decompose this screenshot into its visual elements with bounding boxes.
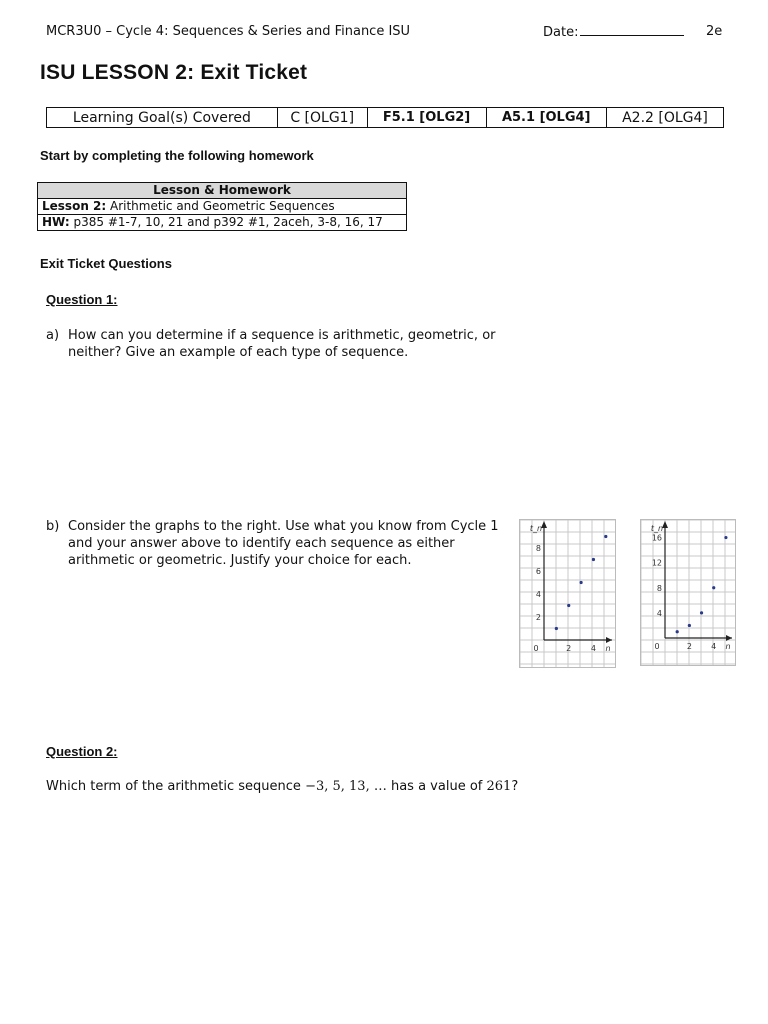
question-1a-text: How can you determine if a sequence is arithmetic, geometric, or neither? Give an example of each type of sequence. [68, 328, 496, 360]
hw-row [38, 215, 407, 231]
x-tick-label: 0 [654, 642, 660, 651]
data-point [700, 611, 703, 614]
data-point [555, 627, 558, 630]
page-title: ISU LESSON 2: Exit Ticket [40, 61, 308, 84]
sequence-expression: −3, 5, 13, … [305, 779, 387, 794]
question-2-text-after: ? [511, 779, 519, 794]
lesson-label: Lesson 2: [42, 199, 107, 213]
y-tick-label: 4 [656, 608, 662, 618]
lesson-text: Arithmetic and Geometric Sequences [106, 199, 335, 213]
question-1b-letter: b) [46, 519, 60, 534]
lesson-row [38, 199, 407, 215]
learning-goals-table [46, 107, 724, 128]
question-2-heading: Question 2: [46, 744, 118, 759]
x-tick-label: 2 [566, 644, 572, 653]
data-point [676, 630, 679, 633]
y-tick-label: 6 [535, 567, 541, 576]
x-axis-label: n [725, 642, 731, 651]
x-axis-label: n [605, 644, 611, 653]
page-code: 2e [706, 24, 723, 39]
goal-item: F5.1 [OLG2] [367, 108, 486, 128]
exit-ticket-heading: Exit Ticket Questions [40, 256, 172, 271]
x-tick-label: 4 [590, 644, 597, 653]
data-point [579, 581, 582, 584]
question-1b-text: Consider the graphs to the right. Use what you know from Cycle 1 and your answer above to identify each sequence as either arithmetic or geometric. Justify your choice for each. [68, 519, 499, 568]
data-point [688, 624, 691, 627]
target-value: 261 [486, 779, 512, 794]
sequence-graph-1 [519, 519, 616, 668]
date-label: Date: [543, 25, 579, 40]
x-tick-label: 2 [686, 642, 692, 651]
y-tick-label: 4 [535, 590, 541, 599]
y-tick-label: 12 [651, 558, 662, 568]
goal-item: A5.1 [OLG4] [486, 108, 606, 128]
homework-table-header: Lesson & Homework [38, 183, 407, 199]
y-axis-label: t_n [650, 524, 664, 533]
x-axis-arrow [606, 637, 612, 643]
data-point [604, 535, 607, 538]
data-point [592, 558, 595, 561]
goals-label: Learning Goal(s) Covered [47, 108, 278, 128]
date-field [543, 24, 684, 40]
hw-label: HW: [42, 215, 70, 229]
goal-item: C [OLG1] [277, 108, 367, 128]
data-point [567, 604, 570, 607]
question-2-text [46, 779, 518, 794]
course-header: MCR3U0 – Cycle 4: Sequences & Series and Finance ISU [46, 24, 411, 39]
y-tick-label: 8 [535, 544, 541, 553]
sequence-graph-2 [640, 519, 736, 666]
date-blank[interactable] [580, 24, 684, 36]
data-point [712, 586, 715, 589]
homework-table [37, 182, 407, 231]
goal-item: A2.2 [OLG4] [606, 108, 723, 128]
x-tick-label: 4 [711, 642, 717, 651]
y-tick-label: 2 [535, 613, 541, 622]
homework-intro: Start by completing the following homework [40, 148, 314, 163]
y-axis-label: t_n [529, 524, 543, 533]
data-point [724, 536, 727, 539]
question-1-heading: Question 1: [46, 292, 118, 307]
x-tick-label: 0 [533, 644, 539, 653]
hw-text: p385 #1-7, 10, 21 and p392 #1, 2aceh, 3-8, 16, 17 [69, 215, 383, 229]
question-2-text-middle: has a value of [386, 779, 487, 794]
y-tick-label: 16 [651, 533, 662, 543]
question-2-text-before: Which term of the arithmetic sequence [46, 779, 306, 794]
question-1a-letter: a) [46, 328, 60, 343]
y-tick-label: 8 [656, 583, 662, 593]
